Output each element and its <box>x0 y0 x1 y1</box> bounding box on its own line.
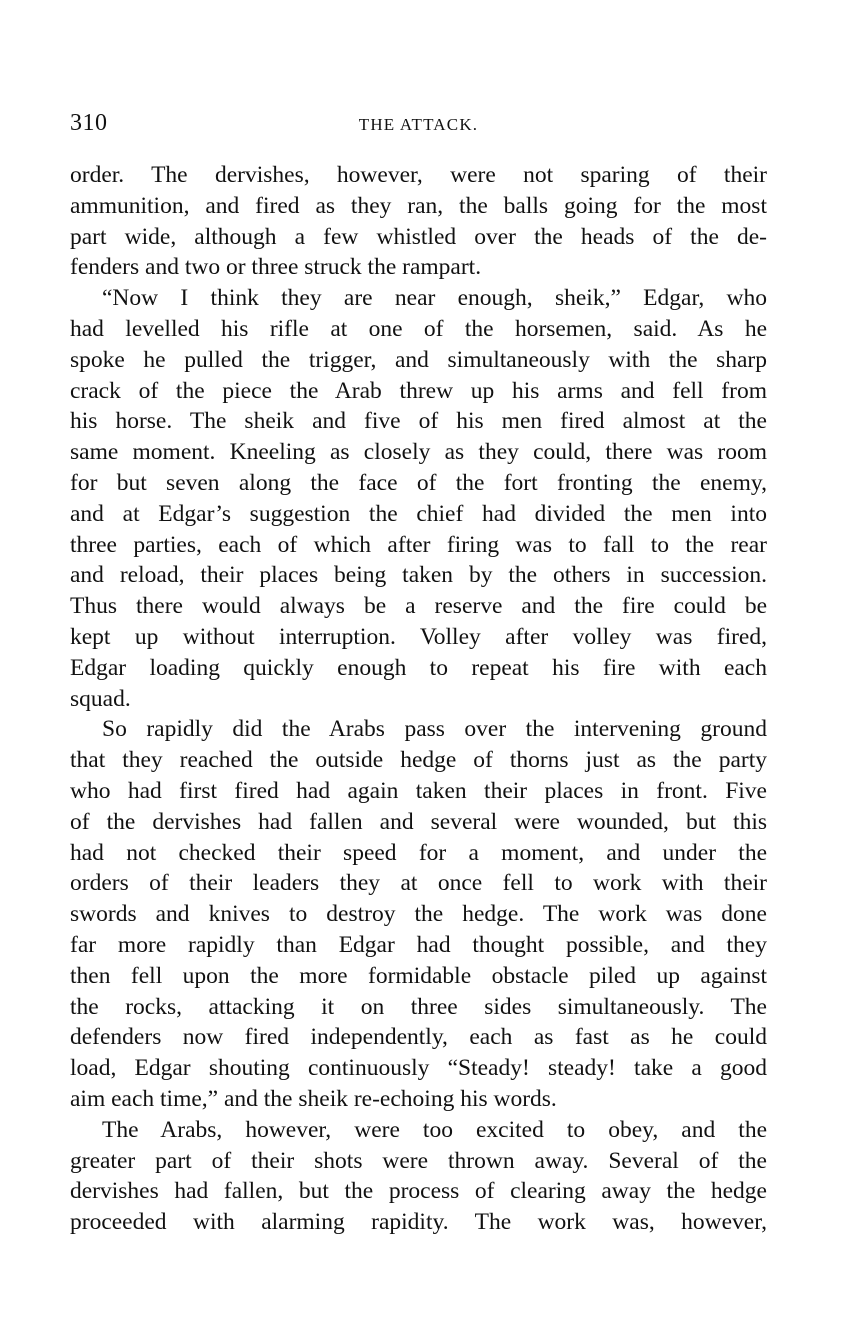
text-line: squad. <box>70 685 131 712</box>
text-line: Thus there would always be a reserve and the fire could be <box>70 593 767 620</box>
text-line: orders of their leaders they at once fell to work with their <box>70 870 767 897</box>
text-line: three parties, each of which after firing was to fall to the rear <box>70 531 767 558</box>
text-line: his horse. The sheik and five of his men fired almost at the <box>70 408 767 435</box>
body-text <box>70 160 767 1238</box>
text-line: and at Edgar’s suggestion the chief had divided the men into <box>70 500 767 527</box>
text-line: load, Edgar shouting continuously “Steady! steady! take a good <box>70 1055 767 1082</box>
text-line: for but seven along the face of the fort fronting the enemy, <box>70 469 767 496</box>
text-line: of the dervishes had fallen and several were wounded, but this <box>70 808 767 835</box>
text-line: the rocks, attacking it on three sides simultaneously. The <box>70 993 767 1020</box>
page-number: 310 <box>70 110 108 136</box>
text-line: Edgar loading quickly enough to repeat his fire with each <box>70 654 767 681</box>
text-line: proceeded with alarming rapidity. The work was, however, <box>70 1209 767 1236</box>
text-line: part wide, although a few whistled over the heads of the de- <box>70 223 767 250</box>
text-line: same moment. Kneeling as closely as they could, there was room <box>70 439 767 466</box>
text-line: The Arabs, however, were too excited to obey, and the <box>102 1116 767 1143</box>
text-line: had levelled his rifle at one of the horsemen, said. As he <box>70 315 767 342</box>
text-line: far more rapidly than Edgar had thought possible, and they <box>70 931 767 958</box>
text-line: spoke he pulled the trigger, and simultaneously with the sharp <box>70 346 767 373</box>
text-line: So rapidly did the Arabs pass over the intervening ground <box>102 716 767 743</box>
text-line: “Now I think they are near enough, sheik,” Edgar, who <box>102 285 767 312</box>
running-title: THE ATTACK. <box>358 115 479 134</box>
text-line: and reload, their places being taken by the others in succession. <box>70 562 767 589</box>
text-line: greater part of their shots were thrown away. Several of the <box>70 1147 767 1174</box>
text-line: ammunition, and fired as they ran, the balls going for the most <box>70 192 767 219</box>
text-line: aim each time,” and the sheik re-echoing his words. <box>70 1085 557 1112</box>
text-line: that they reached the outside hedge of thorns just as the party <box>70 747 767 774</box>
running-head <box>70 110 767 142</box>
text-line: swords and knives to destroy the hedge. The work was done <box>70 901 767 928</box>
text-line: fenders and two or three struck the rampart. <box>70 254 482 281</box>
text-line: had not checked their speed for a moment, and under the <box>70 839 767 866</box>
text-line: who had first fired had again taken their places in front. Five <box>70 777 767 804</box>
text-line: order. The dervishes, however, were not sparing of their <box>70 162 767 188</box>
text-line: crack of the piece the Arab threw up his arms and fell from <box>70 377 767 404</box>
text-line: kept up without interruption. Volley after volley was fired, <box>70 623 767 650</box>
text-line: dervishes had fallen, but the process of clearing away the hedge <box>70 1178 767 1205</box>
text-line: then fell upon the more formidable obstacle piled up against <box>70 962 767 989</box>
text-line: defenders now fired independently, each as fast as he could <box>70 1024 767 1051</box>
